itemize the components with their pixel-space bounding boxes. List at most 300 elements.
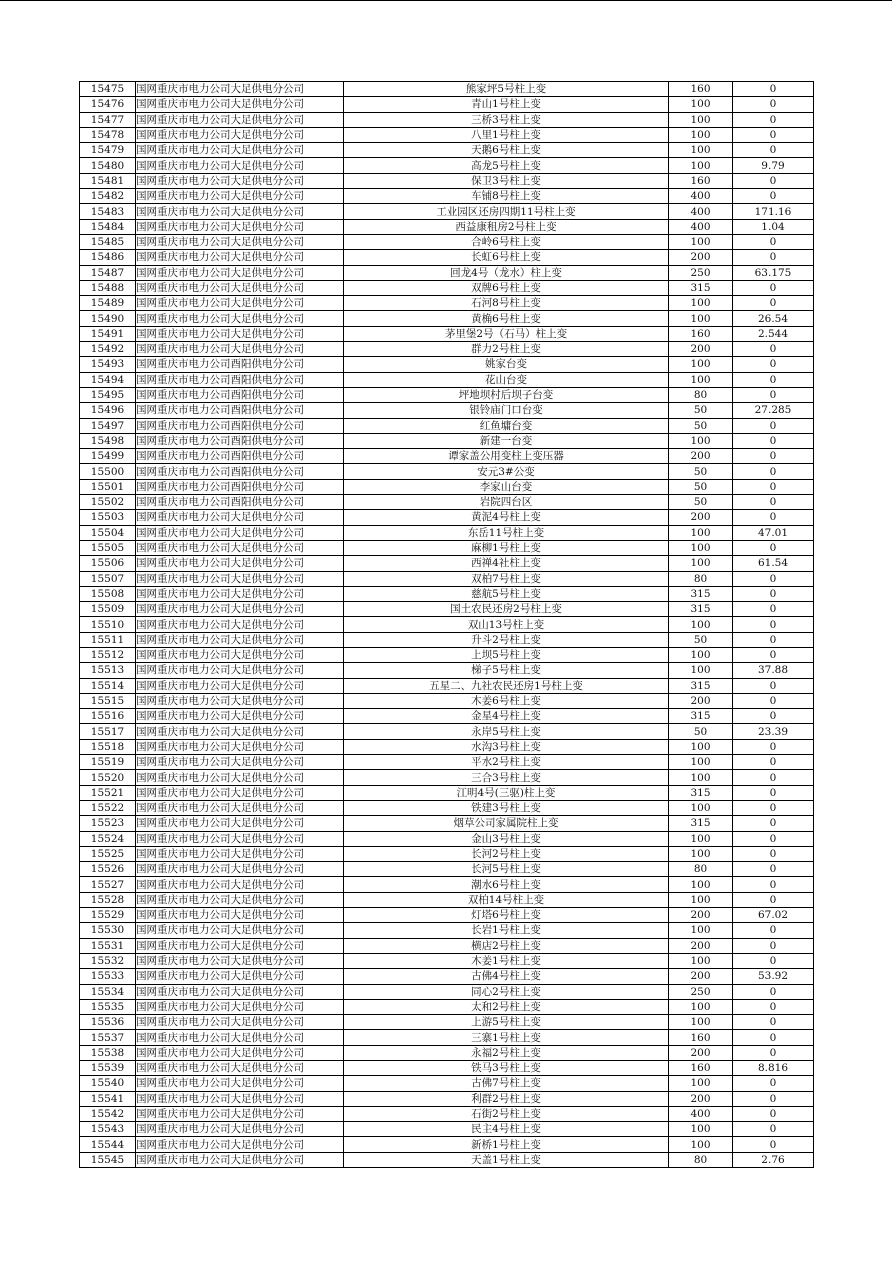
cell-capacity: 100 [669, 877, 733, 892]
table-row [80, 265, 814, 280]
cell-capacity: 160 [669, 1061, 733, 1076]
cell-company: 国网重庆市电力公司大足供电分公司 [136, 1045, 344, 1060]
cell-value: 1.04 [733, 219, 814, 234]
cell-capacity: 100 [669, 112, 733, 127]
table-row [80, 785, 814, 800]
cell-value: 0 [733, 510, 814, 525]
cell-transformer-name: 西益康租房2号柱上变 [344, 219, 669, 234]
cell-company: 国网重庆市电力公司大足供电分公司 [136, 280, 344, 295]
cell-id: 15482 [80, 189, 136, 204]
cell-value: 0 [733, 877, 814, 892]
cell-transformer-name: 合岭6号柱上变 [344, 234, 669, 249]
cell-value: 0 [733, 540, 814, 555]
table-row [80, 556, 814, 571]
cell-transformer-name: 江明4号(三驱)柱上变 [344, 785, 669, 800]
cell-capacity: 50 [669, 479, 733, 494]
cell-transformer-name: 双牌6号柱上变 [344, 280, 669, 295]
table-row [80, 372, 814, 387]
cell-value: 0 [733, 1106, 814, 1121]
cell-capacity: 100 [669, 234, 733, 249]
cell-id: 15495 [80, 387, 136, 402]
cell-capacity: 200 [669, 342, 733, 357]
cell-company: 国网重庆市电力公司大足供电分公司 [136, 953, 344, 968]
cell-company: 国网重庆市电力公司大足供电分公司 [136, 510, 344, 525]
cell-id: 15516 [80, 709, 136, 724]
cell-company: 国网重庆市电力公司大足供电分公司 [136, 219, 344, 234]
table-row [80, 647, 814, 662]
cell-company: 国网重庆市电力公司大足供电分公司 [136, 234, 344, 249]
cell-capacity: 200 [669, 938, 733, 953]
table-row [80, 816, 814, 831]
cell-value: 0 [733, 1122, 814, 1137]
cell-value: 0 [733, 1015, 814, 1030]
cell-transformer-name: 高龙5号柱上变 [344, 158, 669, 173]
cell-transformer-name: 平水2号柱上变 [344, 755, 669, 770]
cell-value: 0 [733, 831, 814, 846]
cell-id: 15498 [80, 433, 136, 448]
cell-capacity: 100 [669, 357, 733, 372]
cell-company: 国网重庆市电力公司大足供电分公司 [136, 923, 344, 938]
page-top-rule [0, 0, 892, 1]
cell-company: 国网重庆市电力公司大足供电分公司 [136, 969, 344, 984]
cell-id: 15537 [80, 1030, 136, 1045]
cell-transformer-name: 三寨1号柱上变 [344, 1030, 669, 1045]
table-row [80, 892, 814, 907]
cell-id: 15479 [80, 143, 136, 158]
cell-id: 15522 [80, 800, 136, 815]
cell-value: 0 [733, 280, 814, 295]
cell-company: 国网重庆市电力公司大足供电分公司 [136, 311, 344, 326]
cell-capacity: 100 [669, 647, 733, 662]
cell-id: 15500 [80, 464, 136, 479]
cell-capacity: 50 [669, 403, 733, 418]
cell-id: 15491 [80, 326, 136, 341]
cell-transformer-name: 石街2号柱上变 [344, 1106, 669, 1121]
cell-transformer-name: 长虹6号柱上变 [344, 250, 669, 265]
cell-id: 15494 [80, 372, 136, 387]
cell-id: 15540 [80, 1076, 136, 1091]
cell-company: 国网重庆市电力公司大足供电分公司 [136, 724, 344, 739]
table-row [80, 770, 814, 785]
cell-value: 0 [733, 602, 814, 617]
cell-company: 国网重庆市电力公司酉阳供电分公司 [136, 372, 344, 387]
cell-capacity: 100 [669, 311, 733, 326]
cell-transformer-name: 安元3#公变 [344, 464, 669, 479]
cell-value: 0 [733, 342, 814, 357]
cell-id: 15508 [80, 586, 136, 601]
cell-capacity: 100 [669, 1137, 733, 1152]
table-row [80, 586, 814, 601]
cell-transformer-name: 天盖1号柱上变 [344, 1152, 669, 1167]
table-row [80, 969, 814, 984]
cell-capacity: 100 [669, 433, 733, 448]
cell-id: 15538 [80, 1045, 136, 1060]
cell-transformer-name: 金山3号柱上变 [344, 831, 669, 846]
table-row [80, 280, 814, 295]
cell-value: 0 [733, 571, 814, 586]
cell-transformer-name: 升斗2号柱上变 [344, 632, 669, 647]
table-row [80, 342, 814, 357]
cell-company: 国网重庆市电力公司大足供电分公司 [136, 999, 344, 1014]
cell-capacity: 160 [669, 82, 733, 97]
cell-transformer-name: 银铃庙门口台变 [344, 403, 669, 418]
cell-company: 国网重庆市电力公司大足供电分公司 [136, 1106, 344, 1121]
table-row [80, 234, 814, 249]
cell-capacity: 100 [669, 800, 733, 815]
table-row [80, 464, 814, 479]
cell-value: 0 [733, 938, 814, 953]
cell-company: 国网重庆市电力公司酉阳供电分公司 [136, 495, 344, 510]
cell-value: 0 [733, 1030, 814, 1045]
table-row [80, 1137, 814, 1152]
cell-transformer-name: 新建一台变 [344, 433, 669, 448]
table-row [80, 755, 814, 770]
cell-transformer-name: 永福2号柱上变 [344, 1045, 669, 1060]
table-row [80, 82, 814, 97]
cell-id: 15543 [80, 1122, 136, 1137]
table-body [80, 82, 814, 1168]
cell-id: 15521 [80, 785, 136, 800]
cell-id: 15492 [80, 342, 136, 357]
cell-capacity: 80 [669, 571, 733, 586]
cell-value: 0 [733, 433, 814, 448]
cell-capacity: 50 [669, 495, 733, 510]
cell-company: 国网重庆市电力公司酉阳供电分公司 [136, 403, 344, 418]
table-row [80, 800, 814, 815]
cell-transformer-name: 红鱼墉台变 [344, 418, 669, 433]
cell-company: 国网重庆市电力公司大足供电分公司 [136, 877, 344, 892]
table-row [80, 510, 814, 525]
cell-company: 国网重庆市电力公司大足供电分公司 [136, 1030, 344, 1045]
cell-value: 0 [733, 495, 814, 510]
table-row [80, 219, 814, 234]
table-row [80, 739, 814, 754]
cell-transformer-name: 灯塔6号柱上变 [344, 908, 669, 923]
cell-transformer-name: 李家山台变 [344, 479, 669, 494]
cell-capacity: 100 [669, 663, 733, 678]
cell-id: 15535 [80, 999, 136, 1014]
cell-value: 0 [733, 923, 814, 938]
cell-id: 15477 [80, 112, 136, 127]
table-row [80, 938, 814, 953]
cell-company: 国网重庆市电力公司大足供电分公司 [136, 1076, 344, 1091]
cell-id: 15523 [80, 816, 136, 831]
cell-value: 63.175 [733, 265, 814, 280]
cell-id: 15502 [80, 495, 136, 510]
cell-id: 15541 [80, 1091, 136, 1106]
table-row [80, 1091, 814, 1106]
table-row [80, 311, 814, 326]
cell-capacity: 80 [669, 387, 733, 402]
cell-capacity: 200 [669, 250, 733, 265]
cell-transformer-name: 水沟3号柱上变 [344, 739, 669, 754]
table-row [80, 250, 814, 265]
cell-company: 国网重庆市电力公司大足供电分公司 [136, 204, 344, 219]
cell-capacity: 100 [669, 953, 733, 968]
cell-value: 0 [733, 678, 814, 693]
cell-capacity: 100 [669, 755, 733, 770]
cell-transformer-name: 工业园区还房四期11号柱上变 [344, 204, 669, 219]
cell-capacity: 100 [669, 1015, 733, 1030]
table-row [80, 326, 814, 341]
cell-value: 0 [733, 739, 814, 754]
cell-capacity: 250 [669, 984, 733, 999]
cell-capacity: 100 [669, 739, 733, 754]
cell-company: 国网重庆市电力公司大足供电分公司 [136, 250, 344, 265]
table-row [80, 923, 814, 938]
cell-id: 15539 [80, 1061, 136, 1076]
cell-id: 15484 [80, 219, 136, 234]
table-row [80, 724, 814, 739]
cell-id: 15501 [80, 479, 136, 494]
cell-id: 15536 [80, 1015, 136, 1030]
cell-capacity: 200 [669, 969, 733, 984]
table-row [80, 663, 814, 678]
cell-capacity: 400 [669, 204, 733, 219]
cell-company: 国网重庆市电力公司大足供电分公司 [136, 127, 344, 142]
table-row [80, 418, 814, 433]
cell-company: 国网重庆市电力公司大足供电分公司 [136, 1152, 344, 1167]
cell-id: 15528 [80, 892, 136, 907]
cell-transformer-name: 岩院四台区 [344, 495, 669, 510]
table-row [80, 433, 814, 448]
cell-transformer-name: 花山台变 [344, 372, 669, 387]
cell-capacity: 100 [669, 97, 733, 112]
cell-capacity: 100 [669, 831, 733, 846]
table-row [80, 97, 814, 112]
table-row [80, 127, 814, 142]
cell-company: 国网重庆市电力公司大足供电分公司 [136, 908, 344, 923]
cell-transformer-name: 车铺8号柱上变 [344, 189, 669, 204]
table-row [80, 449, 814, 464]
cell-id: 15485 [80, 234, 136, 249]
cell-company: 国网重庆市电力公司大足供电分公司 [136, 540, 344, 555]
table-row [80, 112, 814, 127]
cell-company: 国网重庆市电力公司大足供电分公司 [136, 617, 344, 632]
table-row [80, 1061, 814, 1076]
cell-company: 国网重庆市电力公司大足供电分公司 [136, 785, 344, 800]
cell-value: 0 [733, 143, 814, 158]
cell-id: 15487 [80, 265, 136, 280]
cell-capacity: 315 [669, 816, 733, 831]
table-row [80, 296, 814, 311]
table-row [80, 387, 814, 402]
cell-transformer-name: 长河2号柱上变 [344, 846, 669, 861]
cell-transformer-name: 黄桷6号柱上变 [344, 311, 669, 326]
cell-id: 15527 [80, 877, 136, 892]
cell-company: 国网重庆市电力公司大足供电分公司 [136, 525, 344, 540]
cell-capacity: 200 [669, 510, 733, 525]
cell-company: 国网重庆市电力公司大足供电分公司 [136, 800, 344, 815]
cell-value: 0 [733, 586, 814, 601]
cell-capacity: 400 [669, 219, 733, 234]
table-row [80, 831, 814, 846]
cell-capacity: 100 [669, 525, 733, 540]
cell-transformer-name: 五星二、九社农民还房1号柱上变 [344, 678, 669, 693]
cell-value: 0 [733, 770, 814, 785]
cell-capacity: 315 [669, 586, 733, 601]
cell-company: 国网重庆市电力公司酉阳供电分公司 [136, 357, 344, 372]
cell-capacity: 80 [669, 1152, 733, 1167]
cell-id: 15476 [80, 97, 136, 112]
cell-value: 0 [733, 617, 814, 632]
transformer-table [79, 81, 814, 1168]
table-row [80, 602, 814, 617]
cell-company: 国网重庆市电力公司大足供电分公司 [136, 112, 344, 127]
cell-capacity: 100 [669, 1122, 733, 1137]
cell-value: 0 [733, 846, 814, 861]
cell-company: 国网重庆市电力公司大足供电分公司 [136, 143, 344, 158]
cell-id: 15533 [80, 969, 136, 984]
cell-id: 15507 [80, 571, 136, 586]
cell-transformer-name: 民主4号柱上变 [344, 1122, 669, 1137]
cell-capacity: 100 [669, 127, 733, 142]
cell-capacity: 200 [669, 449, 733, 464]
cell-id: 15512 [80, 647, 136, 662]
cell-transformer-name: 长岩1号柱上变 [344, 923, 669, 938]
cell-transformer-name: 上坝5号柱上变 [344, 647, 669, 662]
cell-company: 国网重庆市电力公司大足供电分公司 [136, 862, 344, 877]
cell-id: 15545 [80, 1152, 136, 1167]
table-row [80, 204, 814, 219]
cell-transformer-name: 横店2号柱上变 [344, 938, 669, 953]
cell-company: 国网重庆市电力公司酉阳供电分公司 [136, 464, 344, 479]
cell-company: 国网重庆市电力公司大足供电分公司 [136, 1061, 344, 1076]
cell-capacity: 100 [669, 540, 733, 555]
cell-id: 15504 [80, 525, 136, 540]
cell-id: 15519 [80, 755, 136, 770]
cell-company: 国网重庆市电力公司大足供电分公司 [136, 342, 344, 357]
cell-id: 15496 [80, 403, 136, 418]
table-row [80, 525, 814, 540]
cell-transformer-name: 铁马3号柱上变 [344, 1061, 669, 1076]
cell-transformer-name: 上游5号柱上变 [344, 1015, 669, 1030]
cell-id: 15531 [80, 938, 136, 953]
table-row [80, 1015, 814, 1030]
cell-id: 15475 [80, 82, 136, 97]
cell-capacity: 160 [669, 1030, 733, 1045]
cell-transformer-name: 回龙4号（龙水）柱上变 [344, 265, 669, 280]
cell-id: 15489 [80, 296, 136, 311]
cell-company: 国网重庆市电力公司大足供电分公司 [136, 586, 344, 601]
cell-transformer-name: 黄泥4号柱上变 [344, 510, 669, 525]
cell-value: 0 [733, 862, 814, 877]
cell-transformer-name: 群力2号柱上变 [344, 342, 669, 357]
cell-company: 国网重庆市电力公司大足供电分公司 [136, 296, 344, 311]
cell-company: 国网重庆市电力公司大足供电分公司 [136, 326, 344, 341]
table-row [80, 189, 814, 204]
table-row [80, 617, 814, 632]
table-row [80, 693, 814, 708]
cell-company: 国网重庆市电力公司大足供电分公司 [136, 189, 344, 204]
cell-value: 8.816 [733, 1061, 814, 1076]
cell-capacity: 315 [669, 709, 733, 724]
cell-company: 国网重庆市电力公司大足供电分公司 [136, 556, 344, 571]
cell-value: 0 [733, 984, 814, 999]
cell-id: 15486 [80, 250, 136, 265]
cell-transformer-name: 双柏14号柱上变 [344, 892, 669, 907]
cell-value: 0 [733, 1091, 814, 1106]
table-row [80, 571, 814, 586]
table-row [80, 540, 814, 555]
cell-value: 0 [733, 1045, 814, 1060]
cell-value: 0 [733, 82, 814, 97]
cell-transformer-name: 永岸5号柱上变 [344, 724, 669, 739]
cell-id: 15483 [80, 204, 136, 219]
cell-value: 171.16 [733, 204, 814, 219]
cell-capacity: 100 [669, 296, 733, 311]
cell-value: 53.92 [733, 969, 814, 984]
cell-capacity: 200 [669, 1091, 733, 1106]
cell-id: 15517 [80, 724, 136, 739]
cell-capacity: 100 [669, 999, 733, 1014]
cell-id: 15481 [80, 173, 136, 188]
cell-company: 国网重庆市电力公司大足供电分公司 [136, 1137, 344, 1152]
cell-capacity: 100 [669, 770, 733, 785]
cell-id: 15493 [80, 357, 136, 372]
cell-id: 15488 [80, 280, 136, 295]
cell-capacity: 50 [669, 464, 733, 479]
cell-company: 国网重庆市电力公司酉阳供电分公司 [136, 479, 344, 494]
cell-id: 15525 [80, 846, 136, 861]
cell-value: 0 [733, 953, 814, 968]
cell-value: 0 [733, 479, 814, 494]
cell-company: 国网重庆市电力公司酉阳供电分公司 [136, 449, 344, 464]
cell-value: 9.79 [733, 158, 814, 173]
cell-capacity: 160 [669, 326, 733, 341]
cell-id: 15509 [80, 602, 136, 617]
cell-company: 国网重庆市电力公司大足供电分公司 [136, 770, 344, 785]
cell-id: 15511 [80, 632, 136, 647]
cell-value: 2.76 [733, 1152, 814, 1167]
cell-transformer-name: 同心2号柱上变 [344, 984, 669, 999]
cell-transformer-name: 青山1号柱上变 [344, 97, 669, 112]
cell-company: 国网重庆市电力公司酉阳供电分公司 [136, 387, 344, 402]
cell-company: 国网重庆市电力公司大足供电分公司 [136, 173, 344, 188]
cell-company: 国网重庆市电力公司大足供电分公司 [136, 632, 344, 647]
cell-company: 国网重庆市电力公司大足供电分公司 [136, 693, 344, 708]
cell-value: 0 [733, 357, 814, 372]
cell-company: 国网重庆市电力公司大足供电分公司 [136, 97, 344, 112]
cell-company: 国网重庆市电力公司大足供电分公司 [136, 831, 344, 846]
cell-transformer-name: 姚家台变 [344, 357, 669, 372]
cell-transformer-name: 木姜1号柱上变 [344, 953, 669, 968]
cell-transformer-name: 三合3号柱上变 [344, 770, 669, 785]
cell-capacity: 100 [669, 372, 733, 387]
table-row [80, 846, 814, 861]
cell-transformer-name: 坪地坝村后坝子台变 [344, 387, 669, 402]
cell-value: 0 [733, 449, 814, 464]
cell-transformer-name: 利群2号柱上变 [344, 1091, 669, 1106]
cell-transformer-name: 东岳11号柱上变 [344, 525, 669, 540]
cell-value: 0 [733, 97, 814, 112]
table-row [80, 1030, 814, 1045]
cell-value: 0 [733, 127, 814, 142]
cell-value: 0 [733, 999, 814, 1014]
cell-transformer-name: 潮水6号柱上变 [344, 877, 669, 892]
cell-company: 国网重庆市电力公司大足供电分公司 [136, 755, 344, 770]
cell-id: 15506 [80, 556, 136, 571]
cell-company: 国网重庆市电力公司大足供电分公司 [136, 1015, 344, 1030]
cell-company: 国网重庆市电力公司大足供电分公司 [136, 709, 344, 724]
cell-value: 27.285 [733, 403, 814, 418]
cell-capacity: 80 [669, 862, 733, 877]
cell-value: 61.54 [733, 556, 814, 571]
cell-company: 国网重庆市电力公司大足供电分公司 [136, 816, 344, 831]
cell-transformer-name: 石河8号柱上变 [344, 296, 669, 311]
cell-value: 0 [733, 800, 814, 815]
cell-value: 67.02 [733, 908, 814, 923]
